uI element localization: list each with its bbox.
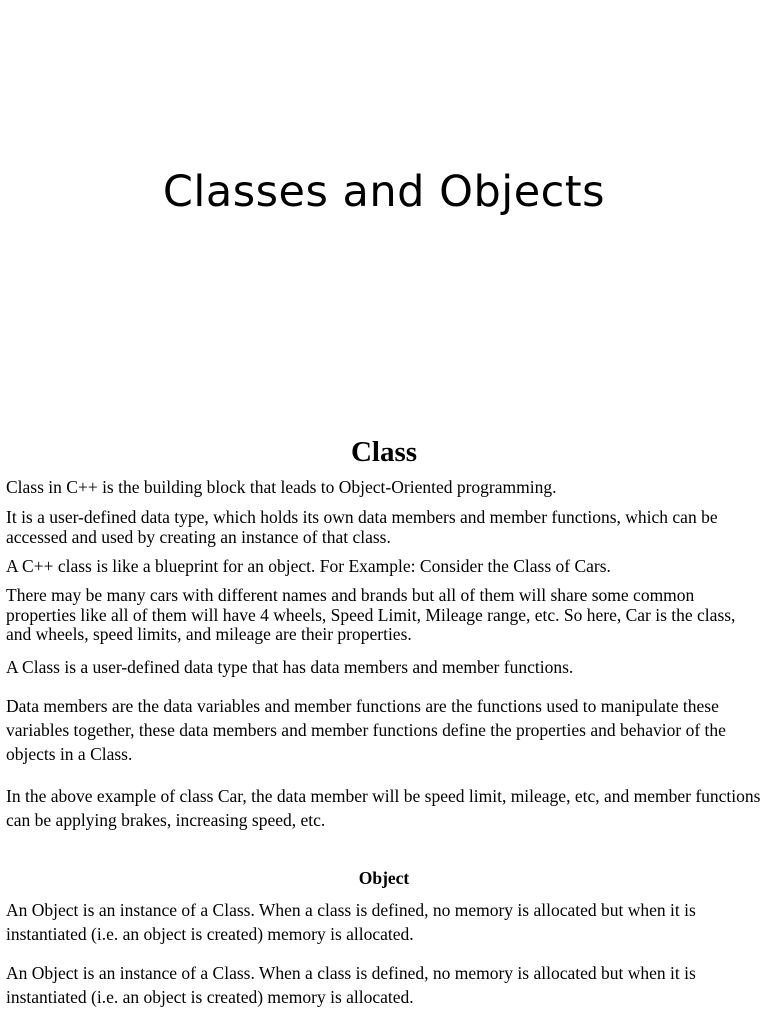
class-paragraph-3: A C++ class is like a blueprint for an object. For Example: Consider the Class of Cars.	[6, 556, 611, 576]
object-heading: Object	[358, 868, 410, 888]
class-paragraph-6: Data members are the data variables and member functions are the functions used to manipulate these variables together, these data members and member functions define the properties and behavior of the objects in a Class.	[6, 696, 726, 764]
class-paragraph-4: There may be many cars with different names and brands but all of them will share some common properties like all of them will have 4 wheels, Speed Limit, Mileage range, etc. So here, Car is the class, and wheels, speed limits, and mileage are their properties.	[6, 585, 736, 644]
class-heading: Class	[350, 436, 418, 468]
object-paragraph-2: An Object is an instance of a Class. When a class is defined, no memory is allocated but when it is instantiated (i.e. an object is created) memory is allocated.	[6, 963, 696, 1007]
class-paragraph-2: It is a user-defined data type, which holds its own data members and member functions, which can be accessed and used by creating an instance of that class.	[6, 507, 718, 547]
slide-title: Classes and Objects	[162, 167, 606, 217]
class-paragraph-7: In the above example of class Car, the data member will be speed limit, mileage, etc, and member functions can be applying brakes, increasing speed, etc.	[6, 786, 761, 830]
object-paragraph-1: An Object is an instance of a Class. When a class is defined, no memory is allocated but when it is instantiated (i.e. an object is created) memory is allocated.	[6, 900, 696, 944]
class-paragraph-1: Class in C++ is the building block that leads to Object-Oriented programming.	[6, 477, 557, 497]
class-paragraph-5: A Class is a user-defined data type that has data members and member functions.	[6, 657, 574, 677]
